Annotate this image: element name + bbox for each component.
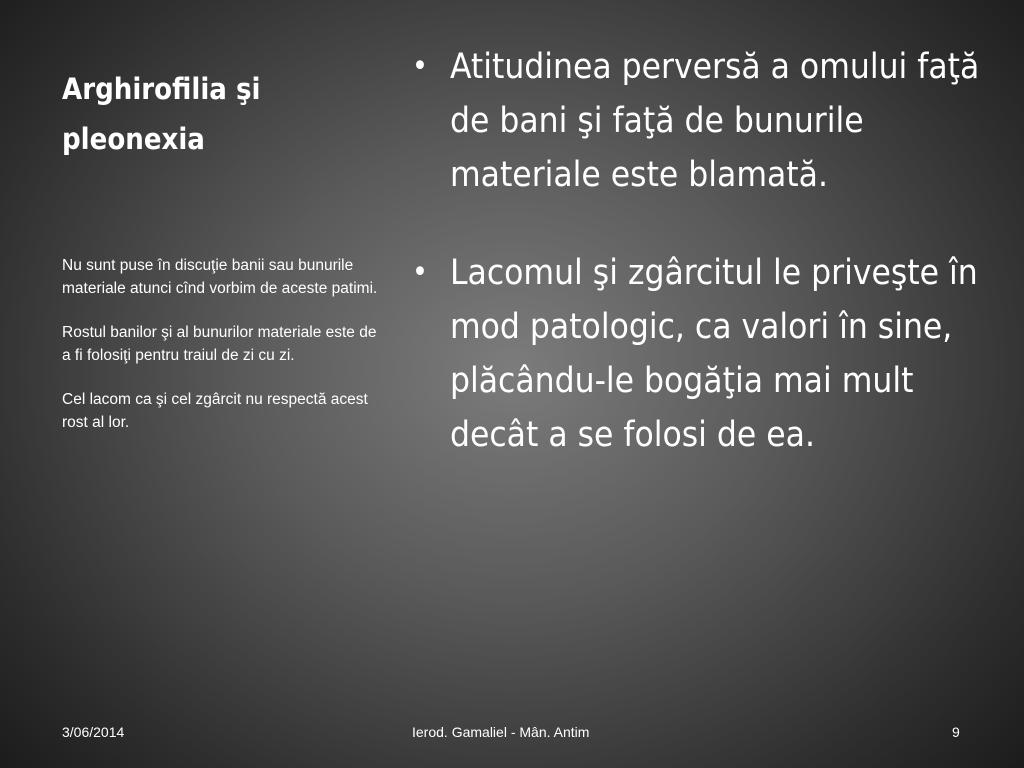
slide-number: 9 [952,724,960,740]
note-paragraph: Nu sunt puse în discuţie banii sau bunurile materiale atunci cînd vorbim de aceste patimi. [62,257,378,297]
note-paragraph: Cel lacom ca şi cel zgârcit nu respectă acest rost al lor. [62,391,368,431]
bullet-text: Lacomul şi zgârcitul le priveşte în mod patologic, ca valori în sine, plăcându-le bogăţia mai mult decât a se folosi de ea. [450,253,978,455]
bullet-icon: • [412,255,428,290]
footer-date: 3/06/2014 [62,724,125,740]
footer-author: Ierod. Gamaliel - Mân. Antim [412,724,590,740]
note-paragraph: Rostul banilor şi al bunurilor materiale este de a fi folosiţi pentru traiul de zi cu zi. [62,324,377,364]
bullet-item [412,40,982,202]
slide-title: Arghirofilia şi pleonexia [62,72,261,156]
bullet-list [412,40,982,506]
bullet-icon: • [412,49,428,84]
notes-panel [62,254,380,455]
bullet-text: Atitudinea perversă a omului faţă de bani şi faţă de bunurile materiale este blamată. [450,47,980,195]
bullet-item [412,246,982,462]
